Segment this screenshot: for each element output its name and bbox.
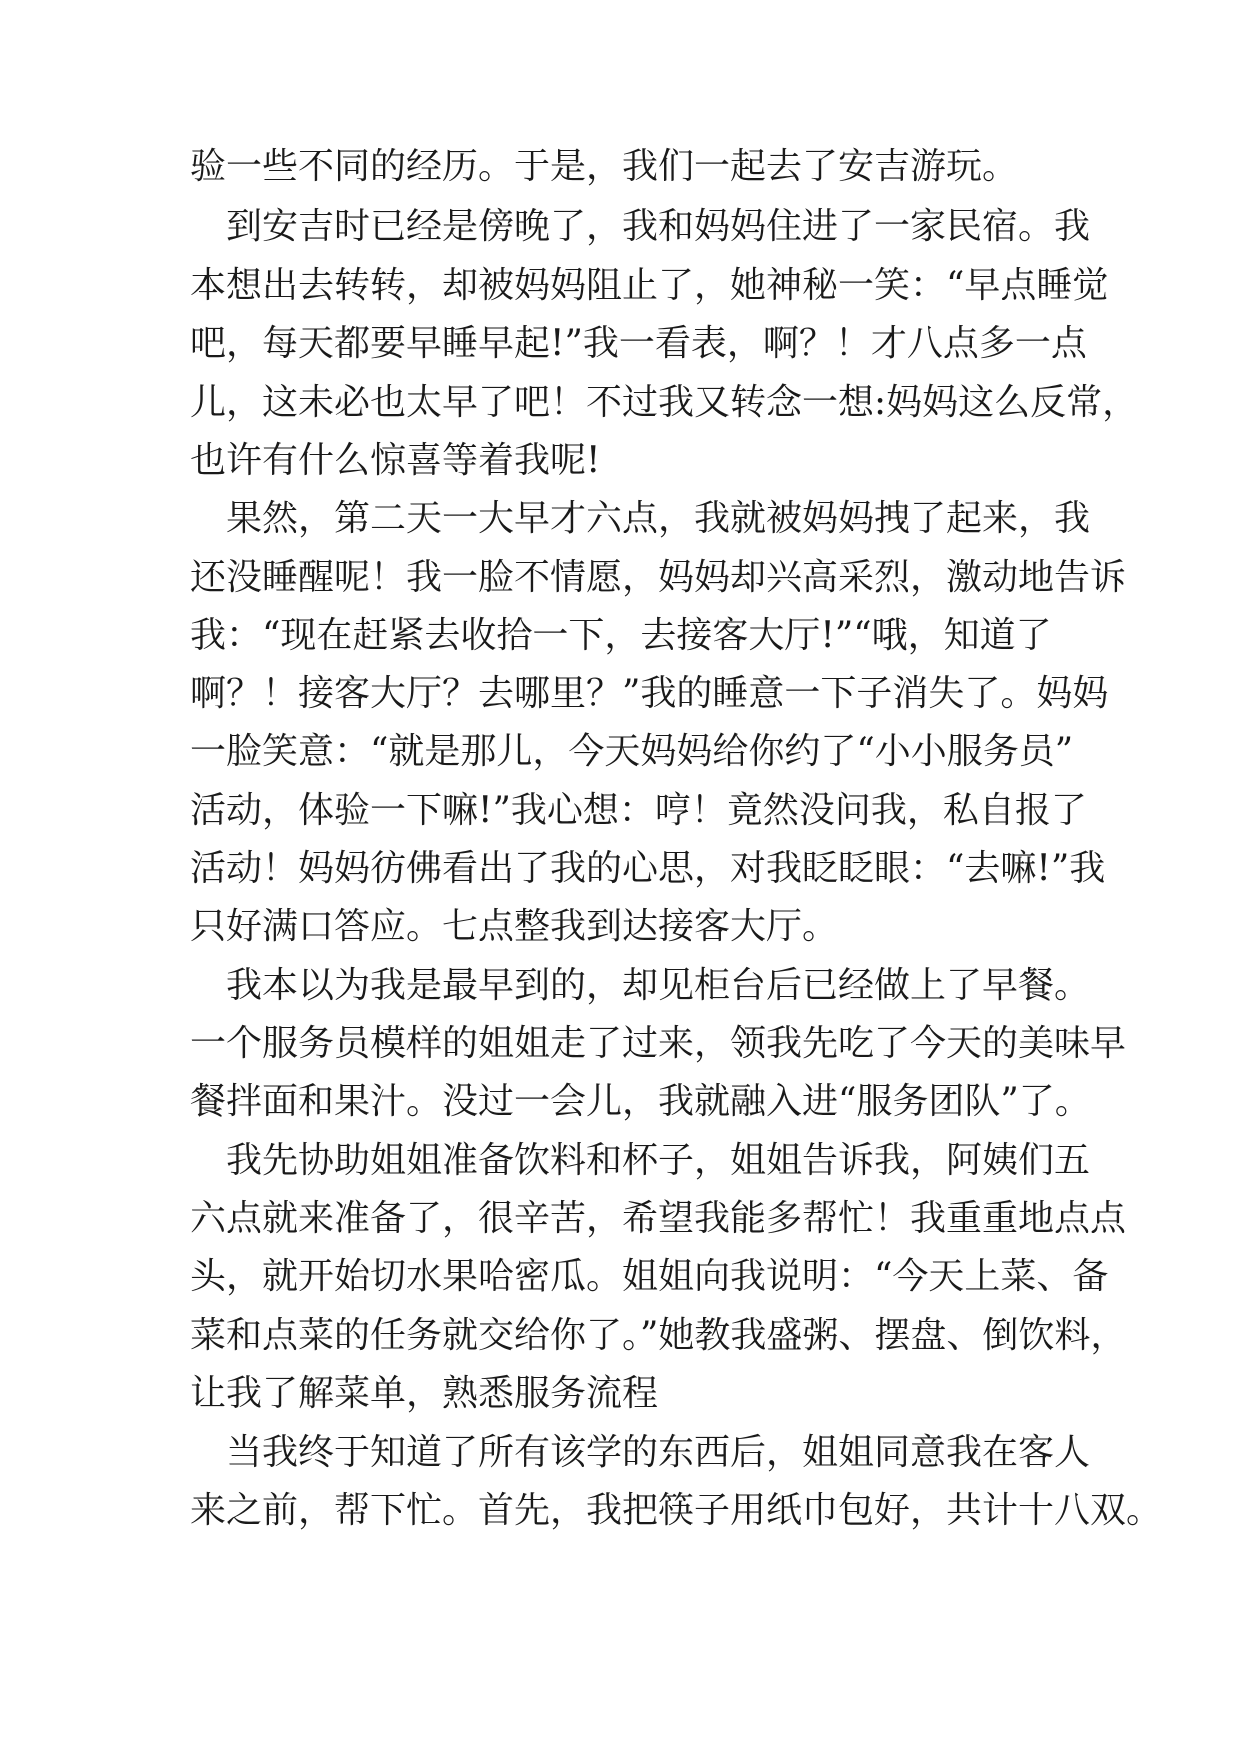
- text-line: 让我了解菜单，熟悉服务流程: [190, 1373, 659, 1414]
- paragraph-start-line: 果然，第二天一大早才六点，我就被妈妈拽了起来，我: [190, 498, 1091, 539]
- paragraph-start-line: 当我终于知道了所有该学的东西后，姐姐同意我在客人: [190, 1432, 1091, 1473]
- text-line: 还没睡醒呢！我一脸不情愿，妈妈却兴高采烈，激动地告诉: [190, 557, 1127, 598]
- text-line: 来之前，帮下忙。首先，我把筷子用纸巾包好，共计十八双。: [190, 1490, 1163, 1531]
- paragraph-start-line: 我先协助姐姐准备饮料和杯子，姐姐告诉我，阿姨们五: [190, 1140, 1091, 1181]
- text-line: 我：“现在赶紧去收拾一下，去接客大厅!”“哦，知道了: [190, 615, 1052, 656]
- text-line: 头，就开始切水果哈密瓜。姐姐向我说明：“今天上菜、备: [190, 1256, 1109, 1297]
- text-line: 只好满口答应。七点整我到达接客大厅。: [190, 906, 839, 947]
- text-line: 餐拌面和果汁。没过一会儿，我就融入进“服务团队”了。: [190, 1081, 1091, 1122]
- text-line: 活动，体验一下嘛!”我心想：哼！竟然没问我，私自报了: [190, 790, 1087, 831]
- text-line: 一个服务员模样的姐姐走了过来，领我先吃了今天的美味早: [190, 1023, 1127, 1064]
- text-line: 啊？！接客大厅？去哪里？”我的睡意一下子消失了。妈妈: [190, 673, 1109, 714]
- text-line: 本想出去转转，却被妈妈阻止了，她神秘一笑：“早点睡觉: [190, 265, 1109, 306]
- text-line: 菜和点菜的任务就交给你了。”她教我盛粥、摆盘、倒饮料，: [190, 1315, 1127, 1356]
- text-line: 六点就来准备了，很辛苦，希望我能多帮忙！我重重地点点: [190, 1198, 1127, 1239]
- text-line: 吧，每天都要早睡早起!”我一看表，啊？！才八点多一点: [190, 323, 1087, 364]
- paragraph-start-line: 到安吉时已经是傍晚了，我和妈妈住进了一家民宿。我: [190, 206, 1091, 247]
- text-line: 也许有什么惊喜等着我呢!: [190, 440, 601, 481]
- paragraph-start-line: 我本以为我是最早到的，却见柜台后已经做上了早餐。: [190, 965, 1091, 1006]
- text-line: 验一些不同的经历。于是，我们一起去了安吉游玩。: [190, 146, 1019, 187]
- text-line: 活动！妈妈彷佛看出了我的心思，对我眨眨眼：“去嘛!”我: [190, 848, 1106, 889]
- text-line: 一脸笑意：“就是那儿，今天妈妈给你约了“小小服务员”: [190, 731, 1074, 772]
- text-line: 儿，这未必也太早了吧！不过我又转念一想:妈妈这么反常，: [190, 382, 1139, 423]
